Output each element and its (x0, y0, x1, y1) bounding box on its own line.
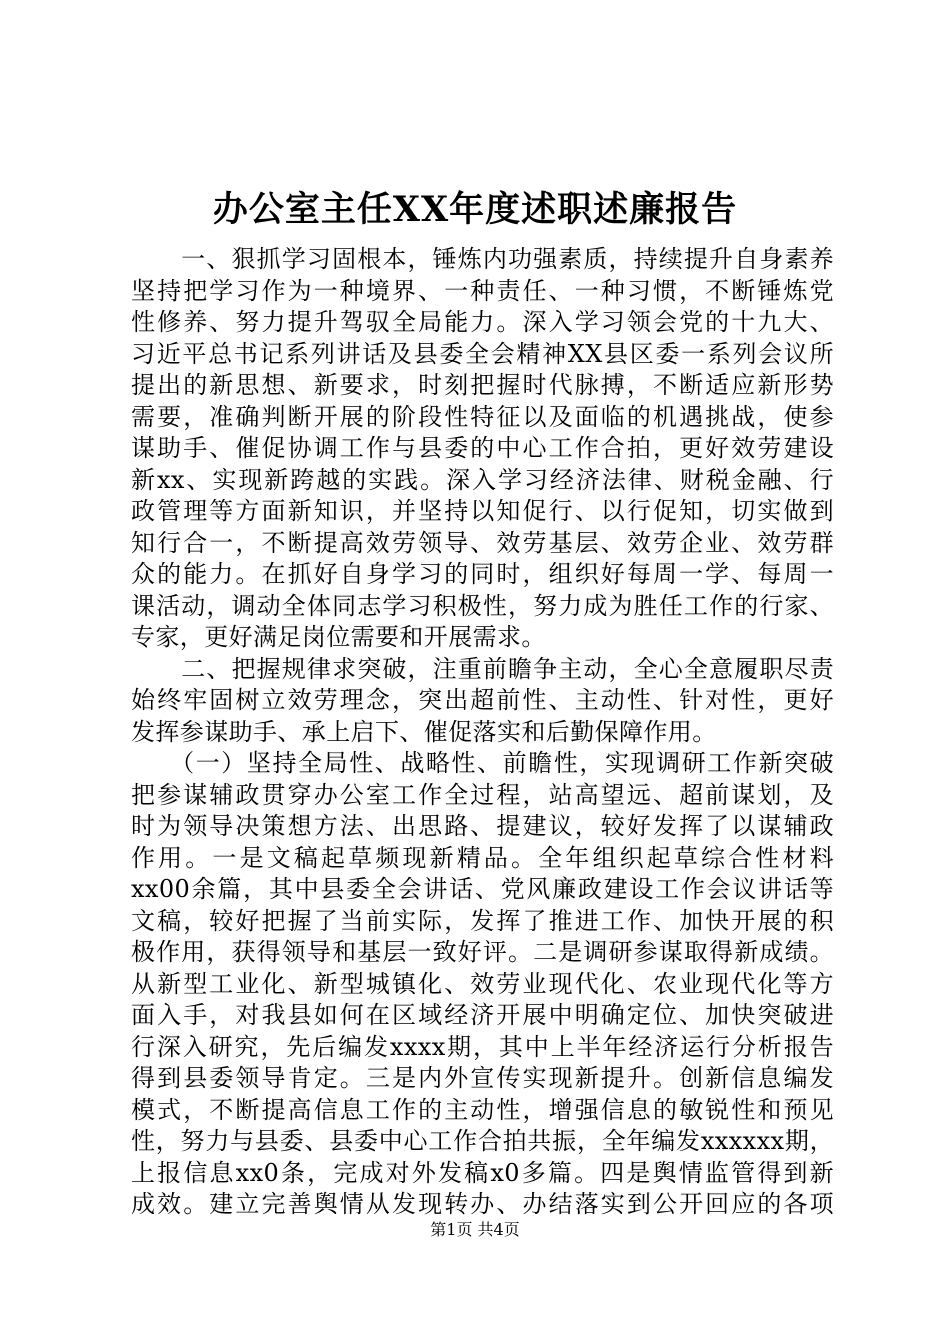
text-line: 面入手，对我县如何在区域经济开展中明确定位、加快突破进 (131, 1001, 834, 1029)
text-line: 二、把握规律求突破，注重前瞻争主动，全心全意履职尽责 (131, 654, 834, 683)
text-line: 极作用，获得领导和基层一致好评。二是调研参谋取得新成绩。 (131, 938, 834, 966)
text-line: 习近平总书记系列讲话及县委全会精神XX县区委一系列会议所 (131, 339, 834, 368)
text-line: 性，努力与县委、县委中心工作合拍共振，全年编发xxxxxx期， (131, 1127, 834, 1155)
text-line: 行深入研究，先后编发xxxx期，其中上半年经济运行分析报告 (131, 1032, 834, 1061)
text-line: 新xx、实现新跨越的实践。深入学习经济法律、财税金融、行 (131, 465, 834, 494)
text-line: 性修养、努力提升驾驭全局能力。深入学习领会党的十九大、 (131, 308, 834, 336)
body-text (131, 244, 834, 1221)
text-line: 谋助手、催促协调工作与县委的中心工作合拍，更好效劳建设 (131, 434, 834, 462)
text-line: 作用。一是文稿起草频现新精品。全年组织起草综合性材料 (131, 843, 834, 872)
text-line: 课活动，调动全体同志学习积极性，努力成为胜任工作的行家、 (131, 591, 834, 620)
text-line: 发挥参谋助手、承上启下、催促落实和后勤保障作用。 (131, 717, 717, 746)
text-line: 把参谋辅政贯穿办公室工作全过程，站高望远、超前谋划，及 (131, 780, 834, 809)
text-line: 政管理等方面新知识，并坚持以知促行、以行促知，切实做到 (131, 497, 834, 525)
text-line: 成效。建立完善舆情从发现转办、办结落实到公开回应的各项 (131, 1190, 834, 1218)
text-line: xx00余篇，其中县委全会讲话、党风廉政建设工作会议讲话等 (131, 875, 834, 903)
text-line: 文稿，较好把握了当前实际，发挥了推进工作、加快开展的积 (131, 906, 834, 935)
text-line: 始终牢固树立效劳理念，突出超前性、主动性、针对性，更好 (131, 686, 834, 714)
text-line: 时为领导决策想方法、出思路、提建议，较好发挥了以谋辅政 (131, 812, 834, 840)
text-line: 模式，不断提高信息工作的主动性，增强信息的敏锐性和预见 (131, 1095, 834, 1124)
text-line: 从新型工业化、新型城镇化、效劳业现代化、农业现代化等方 (131, 969, 834, 998)
page-footer: 第1页 共4页 (430, 1220, 520, 1239)
text-line: 一、狠抓学习固根本，锤炼内功强素质，持续提升自身素养 (131, 245, 834, 273)
text-line: （一）坚持全局性、战略性、前瞻性，实现调研工作新突破 (131, 749, 834, 777)
text-line: 需要，准确判断开展的阶段性特征以及面临的机遇挑战，使参 (131, 402, 834, 431)
text-line: 得到县委领导肯定。三是内外宣传实现新提升。创新信息编发 (131, 1064, 834, 1092)
page-title: 办公室主任XX年度述职述廉报告 (212, 189, 738, 230)
text-line: 众的能力。在抓好自身学习的同时，组织好每周一学、每周一 (131, 560, 834, 588)
text-line: 坚持把学习作为一种境界、一种责任、一种习惯，不断锤炼党 (131, 276, 834, 305)
text-line: 知行合一，不断提高效劳领导、效劳基层、效劳企业、效劳群 (131, 528, 834, 557)
text-line: 专家，更好满足岗位需要和开展需求。 (131, 623, 546, 651)
text-line: 上报信息xx0条，完成对外发稿x0多篇。四是舆情监管得到新 (131, 1158, 834, 1187)
text-line: 提出的新思想、新要求，时刻把握时代脉搏，不断适应新形势 (131, 371, 834, 399)
